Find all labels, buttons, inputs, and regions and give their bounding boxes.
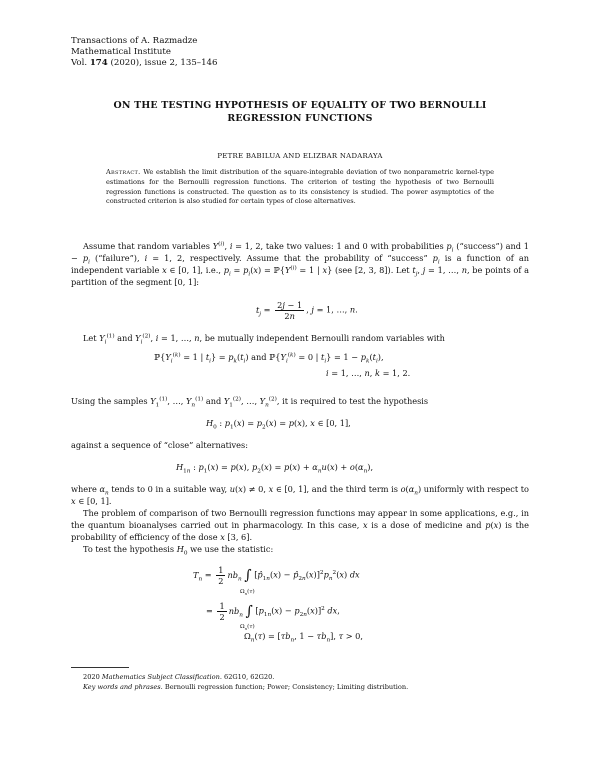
equation-index-range: i = 1, …, n, k = 1, 2. xyxy=(326,368,411,378)
paper-title: ON THE TESTING HYPOTHESIS OF EQUALITY OF TWO BERNOULLI REGRESSION FUNCTIONS xyxy=(113,100,487,124)
footnote-keywords: Key words and phrases. Bernoulli regression function; Power; Consistency; Limiting distribution. xyxy=(83,683,409,691)
footnote-msc: 2020 Mathematics Subject Classification. 62G10, 62G20. xyxy=(83,673,275,681)
abstract-text: We establish the limit distribution of the square-integrable deviation of two nonparametric kernel-type estimations for the Bernoulli regression functions. The criterion of testing the hypothesis of two Bernoulli regression functions is constructed. The question as to its consistency is studied. The power asymptotics of the constructed criterion is also studied for certain types of close alternatives. xyxy=(106,168,494,206)
equation-h0: $H_0$ : $p_1(x) = p_2(x) = p(x)$, x ∈ [0, 1], xyxy=(206,418,351,431)
equation-omega: $\Omega_n(\tau) = [\tau b_n$, $1 - \tau b_n$], τ > 0, xyxy=(244,631,363,644)
journal-institute: Mathematical Institute xyxy=(71,47,171,57)
paragraph-6: The problem of comparison of two Bernoulli regression functions may appear in some applications, e.g., in the quantum bioanalyses carried out in pharmacology. In this case, x is a dose of medicine and p(x) is the probability of efficiency of the dose x [3, 6]. xyxy=(71,508,529,542)
abstract-label: Abstract. xyxy=(106,168,141,176)
journal-name: Transactions of A. Razmadze xyxy=(71,36,198,46)
journal-header xyxy=(71,36,218,69)
journal-volume: Vol. 174 (2020), issue 2, 135–146 xyxy=(71,58,218,68)
paragraph-4: against a sequence of “close” alternatives: xyxy=(71,440,248,450)
footnote-rule xyxy=(71,667,129,668)
paragraph-7: To test the hypothesis $H_0$ we use the statistic: xyxy=(83,544,274,557)
paper-authors: PETRE BABILUA AND ELIZBAR NADARAYA xyxy=(217,152,383,160)
equation-tn-line1: $T_n$ = $\frac{1}{2}$ $nb_n$ ∫ [$p̂_{1n}(x)$ − $p̂_{2n}(x)]^2p_n^2(x)$ dx xyxy=(193,565,360,586)
equation-partition: $t_j$ = $\frac{2j - 1}{2n}$ , j = 1, …, n. xyxy=(256,300,358,321)
paragraph-3: Using the samples $Y_1^{(1)}$, …, $Y_n^{(1)}$ and $Y_1^{(2)}$, …, $Y_n^{(2)}$, it is required to test the hypothesis xyxy=(71,396,429,409)
paragraph-1: Assume that random variables $Y^{(i)}$, i = 1, 2, take two values: 1 and 0 with probabilities $p_i$ (“success”) and $1 - p_i$ (“failure”), i = 1, 2, respectively. Assume that the probability of “success” $p_i$ is a function of an independent variable x ∈ [0, 1], i.e., $p_i = p_i(x)$ = $ℙ\{Y^{(i)} = 1$ | x} (see [2, 3, 8]). Let $t_j$, j = 1, …, n, be points of a partition of the segment [0, 1]: xyxy=(71,241,530,287)
integral-domain-1: $\Omega_n(\tau)$ xyxy=(240,589,255,597)
equation-probabilities: $ℙ\{Y_i^{(k)} = 1$ | $t_i\} = p_k(t_i)$ and $ℙ\{Y_i^{(k)} = 0$ | $t_i\} = 1 - p_k(t_i)$, xyxy=(154,352,384,365)
equation-h1n: $H_{1n}$ : $p_1(x) = p(x)$, $p_2(x) = p(x) + \alpha_nu(x) + o(\alpha_n)$, xyxy=(176,462,374,475)
paragraph-2: Let $Y_i^{(1)}$ and $Y_i^{(2)}$, i = 1, …, n, be mutually independent Bernoulli random variables with xyxy=(83,333,445,346)
abstract xyxy=(106,168,494,207)
integral-domain-2: $\Omega_n(\tau)$ xyxy=(240,624,255,632)
equation-tn-line2: = $\frac{1}{2}$ $nb_n$ ∫ $[p_{1n}(x) - p_{2n}(x)]^2$ dx, xyxy=(206,601,340,622)
paragraph-5: where $\alpha_n$ tends to 0 in a suitable way, u(x) ≠ 0, x ∈ [0, 1], and the third term is $o(\alpha_n)$ uniformly with respect to x ∈ [0, 1]. xyxy=(71,484,529,506)
